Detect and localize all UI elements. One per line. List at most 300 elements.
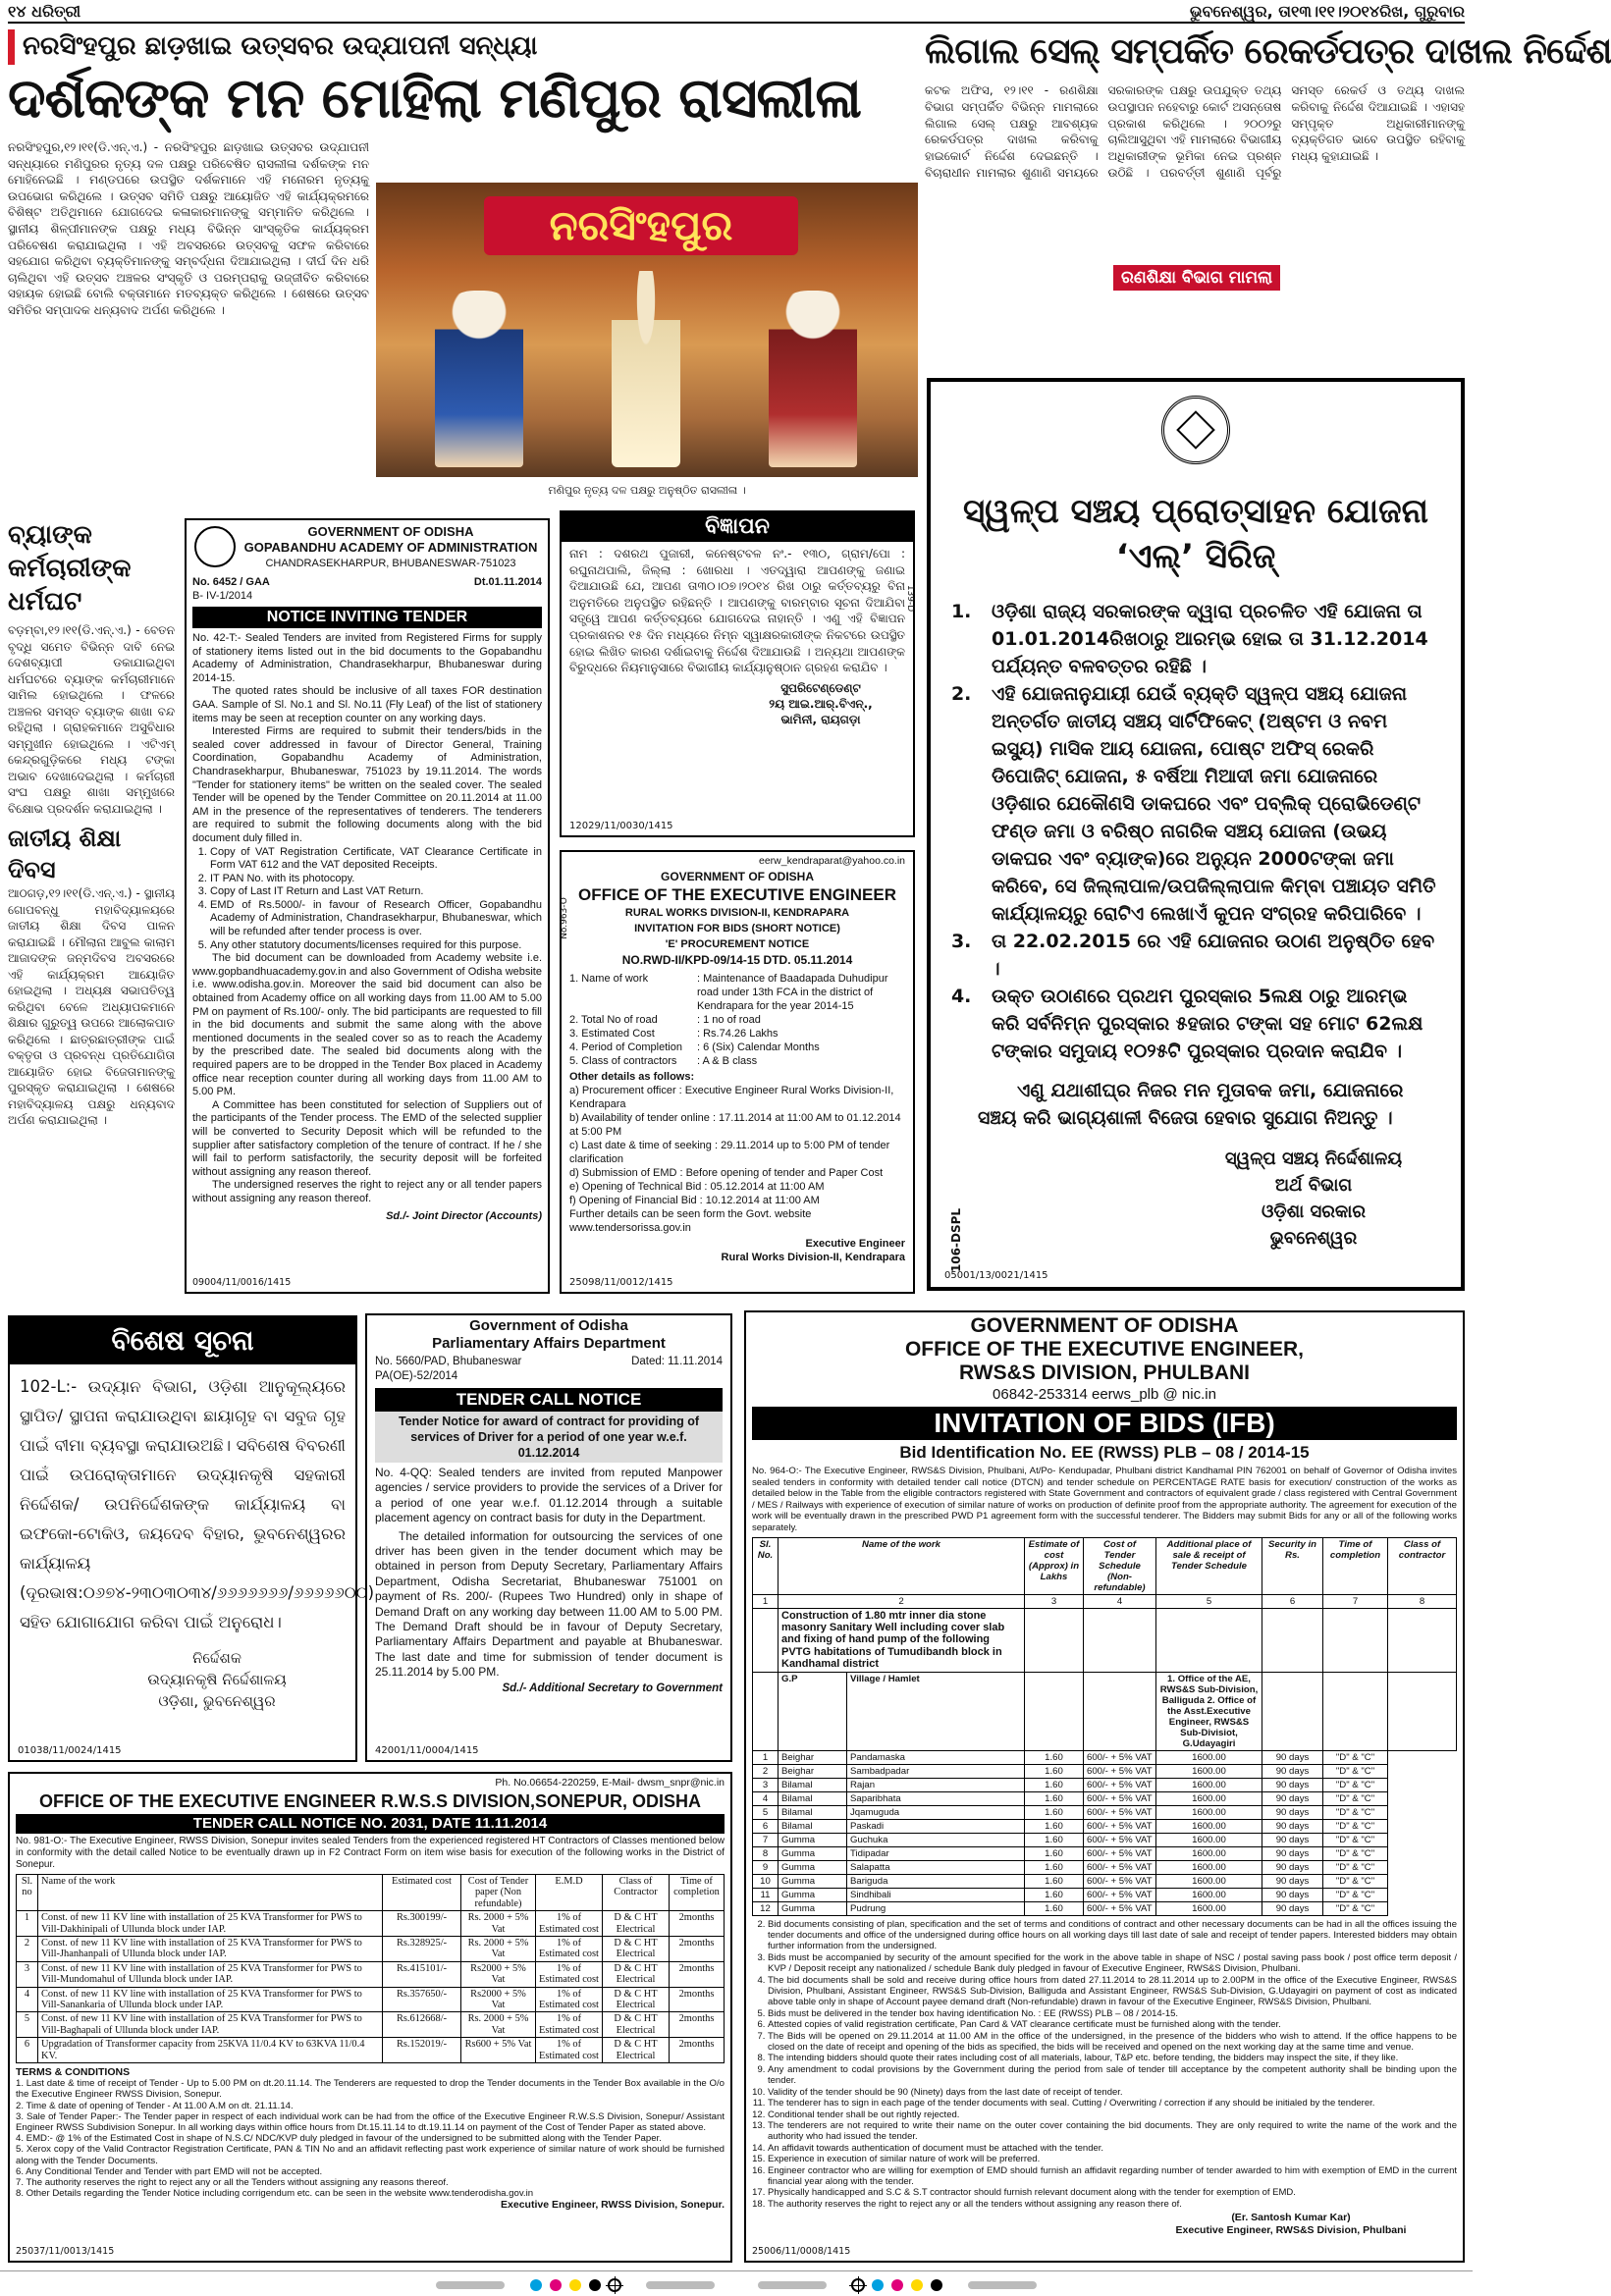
notice-body: ନାମ : ଦଶରଥ ପୁଜାରୀ, କନେଷ୍ଟବଳ ନଂ.- ୧୩୦, ଗ୍ରାମ/ପୋ : ରଘୁନାଥପାଲି, ଜିଲ୍ଲା : ଖୋରଧା । ଏତଦ୍ୱାରା ଆପଣଙ୍କୁ ଜଣାଇ ଦିଆଯାଉଛି ଯେ, ଆପଣ ତା୩୦।୦୭।୨୦୧୪ ରିଖ ଠାରୁ କର୍ତ୍ତବ୍ୟରୁ ବିନା ଅନୁମତିରେ ଅନୁପସ୍ଥିତ ରହିଛନ୍ତି । ଆପଣଙ୍କୁ ବାରମ୍ବାର ସୂଚନା ଦିଆଯିବା ସତ୍ତ୍ୱେ ଆପଣ କର୍ତ୍ତବ୍ୟରେ ଯୋଗଦେଇ ନାହାନ୍ତି । ଏଣୁ ଏହି ବିଜ୍ଞାପନ ପ୍ରକାଶନର ୧୫ ଦିନ ମଧ୍ୟରେ ନିମ୍ନ ସ୍ୱାକ୍ଷରକାରୀଙ୍କ ନିକଟରେ ଉପସ୍ଥିତ ହୋଇ ଲିଖିତ କାରଣ ଦର୍ଶାଇବାକୁ ନିର୍ଦ୍ଦେଶ ଦିଆଯାଉଛି । ଅନ୍ୟଥା ଆପଣଙ୍କ ବିରୁଦ୍ଧରେ ନିୟମାନୁସାରେ ବିଭାଗୀୟ କାର୍ଯ୍ୟାନୁଷ୍ଠାନ ଗ୍ରହଣ କରାଯିବ । bbox=[569, 547, 905, 675]
table-cell: Rs. 2000 + 5% Vat bbox=[461, 1911, 536, 1937]
notice-title: NOTICE INVITING TENDER bbox=[192, 607, 542, 628]
para: No. 4-QQ: Sealed tenders are invited from reputed Manpower agencies / service providers to provide the services of a Driver for a period of one year w.e.f. 01.12.2014 through a suitable placement agency on contract basis for duty in the Department. bbox=[375, 1466, 723, 1525]
ad-code: 01038/11/0024/1415 bbox=[18, 1745, 122, 1756]
ref-date: Dt.01.11.2014 bbox=[473, 576, 542, 588]
list-item: 3. Bids must be accompanied by security of the amount specified for the work in the above table in shape of NSC / postal saving pass book / post office term deposit / KVP / Deposit receipt any nationalized / schedule Bank duly pledged in favour of Executive Engineer, RWS&S Division, Phulbani. bbox=[768, 1952, 1457, 1975]
table-cell: 90 days bbox=[1262, 1778, 1323, 1791]
term-item: 7. The authority reserves the right to reject any or all the Tenders without assigning any reasons thereof. bbox=[16, 2176, 449, 2188]
table-row bbox=[17, 2012, 725, 2038]
bank-strike-story bbox=[8, 518, 175, 1304]
table-cell: 1.60 bbox=[1025, 1888, 1084, 1901]
term-item: 8. Other Details regarding the Tender Notice including corrigendum etc. can be seen in the website www.tenderodisha.gov.in bbox=[16, 2188, 534, 2200]
list-item: 3. Copy of Last IT Return and Last VAT Return. bbox=[210, 885, 542, 899]
notice-title: ବିଶେଷ ସୂଚନା bbox=[10, 1317, 355, 1364]
file-number: B- IV-1/2014 bbox=[192, 590, 253, 602]
terms-list bbox=[16, 2078, 725, 2199]
table-cell: 2 bbox=[753, 1764, 779, 1778]
table-cell: 1600.00 bbox=[1156, 1819, 1262, 1833]
table-cell: 90 days bbox=[1262, 1764, 1323, 1778]
table-cell: 1% of Estimated cost bbox=[536, 1987, 603, 2012]
ad-code: 09004/11/0016/1415 bbox=[192, 1277, 292, 1288]
file-number: PA(OE)-52/2014 bbox=[375, 1370, 458, 1382]
table-cell: 2months bbox=[670, 1937, 725, 1962]
table-row bbox=[753, 1750, 1457, 1764]
ad-side-code: No.963-O bbox=[559, 897, 569, 939]
table-cell: 1600.00 bbox=[1156, 1901, 1262, 1915]
table-cell: Bilamal bbox=[779, 1805, 847, 1819]
registration-bar bbox=[646, 2281, 715, 2289]
table-cell: Bilamal bbox=[779, 1819, 847, 1833]
ad-code: 25098/11/0012/1415 bbox=[569, 1277, 673, 1288]
tender-header: GOVERNMENT OF ODISHA GOPABANDHU ACADEMY OF ADMINISTRATION CHANDRASEKHARPUR, BHUBANESWAR-751023 bbox=[243, 524, 538, 569]
table-cell: Bilamal bbox=[779, 1778, 847, 1791]
table-cell: 90 days bbox=[1262, 1819, 1323, 1833]
list-item: 6. Attested copies of valid registration certificate, Pan Card & VAT clearance certificate must be furnished along with the tender. bbox=[768, 2019, 1457, 2030]
table-cell: Gumma bbox=[779, 1901, 847, 1915]
table-cell: 1% of Estimated cost bbox=[536, 1911, 603, 1937]
list-item: 1. Copy of VAT Registration Certificate, VAT Clearance Certificate in Form VAT 612 and the VAT deposited Receipts. bbox=[210, 846, 542, 873]
table-cell: 600/- + 5% VAT bbox=[1084, 1750, 1156, 1764]
cyan-dot bbox=[530, 2279, 542, 2291]
table-cell: 600/- + 5% VAT bbox=[1084, 1846, 1156, 1860]
signature: ନିର୍ଦ୍ଦେଶକ ଉଦ୍ୟାନକୃଷି ନିର୍ଦ୍ଦେଶାଳୟ ଓଡ଼ିଶା, ଭୁବନେଶ୍ୱର bbox=[147, 1649, 287, 1710]
table-cell: "D" & "C" bbox=[1323, 1860, 1388, 1874]
para: The bid document can be downloaded from Academy website i.e. www.gopbandhuacademy.gov.in and also Government of Odisha website i.e. www.odisha.gov.in. Moreover the said bid document can also be obtained from Academy office on all working days from 11.00 AM to 5.00 PM on payment of Rs.100/- only. The bid participants are requested to fill in the bid documents and submit the same along with the above mentioned documents in the sealed cover so as to reach the Academy by the prescribed date. The sealed bid documents along with the required papers are to be dropped in the Tender Box placed in Academy office near reception counter during all working days from 11.00 AM to 5.00 PM. bbox=[192, 952, 542, 1098]
table-cell: Beighar bbox=[779, 1764, 847, 1778]
para: A Committee has been constituted for selection of Suppliers out of the participants of the Tender process. The EMD of the selected supplier will be converted to Security Deposit which will be refunded to the supplier after satisfactory completion of the tenure of contract. If he / she will fail to perform satisfactorily, the security deposit will be forfeited without assigning any reason thereof. bbox=[192, 1098, 542, 1178]
rasalila-story bbox=[8, 29, 913, 513]
notice-title: TENDER CALL NOTICE bbox=[375, 1388, 723, 1412]
table-cell: Gumma bbox=[779, 1860, 847, 1874]
works-table-body bbox=[753, 1750, 1457, 1915]
table-cell: "D" & "C" bbox=[1323, 1778, 1388, 1791]
list-item: 15. Experience in execution of similar nature of work will be preferred. bbox=[768, 2154, 1457, 2164]
table-cell: 8 bbox=[753, 1846, 779, 1860]
table-cell: 90 days bbox=[1262, 1888, 1323, 1901]
notice-header: GOVERNMENT OF ODISHA OFFICE OF THE EXECUTIVE ENGINEER, RWS&S DIVISION, PHULBANI 06842-253314 eerws_plb @ nic.in bbox=[904, 1314, 1305, 1403]
table-cell: 1600.00 bbox=[1156, 1764, 1262, 1778]
table-row bbox=[753, 1805, 1457, 1819]
table-cell: Rs.152019/- bbox=[383, 2038, 461, 2063]
table-cell: 1600.00 bbox=[1156, 1805, 1262, 1819]
list-item: 4. EMD of Rs.5000/- in favour of Research Officer, Gopabandhu Academy of Administration, Chandrasekharpur, Bhubaneswar, which will be refunded after tender process is over. bbox=[210, 899, 542, 939]
work-description-row: Construction of 1.80 mtr inner dia stone masonry Sanitary Well including cover slab and fixing of hand pump of the following PVTG habitations of Tumudibandh block in Kandhamal district bbox=[753, 1608, 1457, 1672]
table-cell: Rs2000 + 5% Vat bbox=[461, 1987, 536, 2012]
table-cell: 4 bbox=[753, 1791, 779, 1805]
table-cell: "D" & "C" bbox=[1323, 1833, 1388, 1846]
odisha-emblem bbox=[1161, 396, 1230, 464]
table-cell: Upgradation of Transformer capacity from 25KVA 11/0.4 KV to 63KVA 11/0.4 KV. bbox=[38, 2038, 383, 2063]
ad-point: 1. ଓଡ଼ିଶା ରାଜ୍ୟ ସରକାରଙ୍କ ଦ୍ୱାରା ପ୍ରଚଳିତ ଏହି ଯୋଜନା ତା 01.01.2014ରିଖଠାରୁ ଆରମ୍ଭ ହୋଇ ତା 31.12.2014 ପର୍ଯ୍ୟନ୍ତ ବଳବତ୍ତର ରହିଛି । bbox=[978, 598, 1441, 680]
notice-header: GOVERNMENT OF ODISHA OFFICE OF THE EXECUTIVE ENGINEER RURAL WORKS DIVISION-II, KENDRAPARA INVITATION FOR BIDS (SHORT NOTICE) 'E' PROCUREMENT NOTICE NO.RWD-II/KPD-09/14-15 DTD. 05.11.2014 bbox=[578, 870, 896, 967]
table-cell: 1600.00 bbox=[1156, 1778, 1262, 1791]
page-number: ୧୪ ଧରିତ୍ରୀ bbox=[8, 2, 81, 21]
table-cell: 600/- + 5% VAT bbox=[1084, 1764, 1156, 1778]
table-cell: 1% of Estimated cost bbox=[536, 1937, 603, 1962]
table-row bbox=[753, 1874, 1457, 1888]
rwd-kendrapara-notice bbox=[560, 850, 915, 1294]
table-cell: 6 bbox=[753, 1819, 779, 1833]
column-numbers: 1 2 3 4 5 6 7 8 bbox=[753, 1594, 1457, 1608]
ref-date: Dated: 11.11.2014 bbox=[631, 1356, 723, 1367]
table-cell: 90 days bbox=[1262, 1860, 1323, 1874]
table-cell: Pudrung bbox=[847, 1901, 1025, 1915]
works-table bbox=[752, 1537, 1457, 1916]
table-cell: 1% of Estimated cost bbox=[536, 1961, 603, 1987]
magenta-dot bbox=[891, 2279, 903, 2291]
table-cell: D & C HT Electrical bbox=[603, 1911, 670, 1937]
table-cell: D & C HT Electrical bbox=[603, 1987, 670, 2012]
story-body: ବଡ଼ମ୍ବା,୧୨।୧୧(ଡି.ଏନ୍.ଏ.) - ବେତନ ବୃଦ୍ଧି ସମେତ ବିଭିନ୍ନ ଦାବି ନେଇ ଦେଶବ୍ୟାପୀ ଡକାଯାଇଥିବା ଧର୍ମଘଟରେ ବ୍ୟାଙ୍କ କର୍ମଚାରୀମାନେ ସାମିଲ ହୋଇଥିଲେ । ଫଳରେ ଅଞ୍ଚଳର ସମସ୍ତ ବ୍ୟାଙ୍କ ଶାଖା ବନ୍ଦ ରହିଥିଲା । ଗ୍ରାହକମାନେ ଅସୁବିଧାର ସମ୍ମୁଖୀନ ହୋଇଥିଲେ । ଏଟିଏମ୍ କେନ୍ଦ୍ରଗୁଡ଼ିକରେ ମଧ୍ୟ ଟଙ୍କା ଅଭାବ ଦେଖାଦେଇଥିଲା । କର୍ମଚାରୀ ସଂଘ ପକ୍ଷରୁ ଶାଖା ସମ୍ମୁଖରେ ବିକ୍ଷୋଭ ପ୍ରଦର୍ଶନ କରାଯାଇଥିଲା । bbox=[8, 623, 175, 816]
table-cell: "D" & "C" bbox=[1323, 1819, 1388, 1833]
table-cell: Salapatta bbox=[847, 1860, 1025, 1874]
headline: ବ୍ୟାଙ୍କ କର୍ମଚାରୀଙ୍କ ଧର୍ମଘଟ bbox=[8, 520, 132, 616]
headline: ଲିଗାଲ ସେଲ୍ ସମ୍ପର୍କିତ ରେକର୍ଡପତ୍ର ଦାଖଲ ନିର୍ଦ୍ଦେଶ bbox=[925, 31, 1611, 72]
bigyapana-notice bbox=[560, 510, 915, 837]
table-cell: D & C HT Electrical bbox=[603, 2012, 670, 2038]
table-cell: 600/- + 5% VAT bbox=[1084, 1901, 1156, 1915]
table-cell: 600/- + 5% VAT bbox=[1084, 1778, 1156, 1791]
table-cell: "D" & "C" bbox=[1323, 1805, 1388, 1819]
table-cell: 6 bbox=[17, 2038, 38, 2063]
signature: Executive Engineer Rural Works Division-II, Kendrapara bbox=[721, 1238, 905, 1263]
ad-point: 3. ତା 22.02.2015 ରେ ଏହି ଯୋଜନାର ଉଠାଣ ଅନୁଷ୍ଠିତ ହେବ । bbox=[978, 928, 1441, 983]
table-cell: 3 bbox=[753, 1778, 779, 1791]
dancer-figure bbox=[769, 291, 857, 467]
table-cell: Gumma bbox=[779, 1846, 847, 1860]
table-cell: 1600.00 bbox=[1156, 1833, 1262, 1846]
registration-mark bbox=[608, 2278, 621, 2292]
ref-number: No. 5660/PAD, Bhubaneswar bbox=[375, 1356, 522, 1367]
contact: Ph. No.06654-220259, E-Mail- dwsm_snpr@nic.in bbox=[495, 1777, 725, 1789]
table-cell: Saparibhata bbox=[847, 1791, 1025, 1805]
table-cell: Const. of new 11 KV line with installation of 25 KVA Transformer for PWS to Vill-Baghapali of Ullunda block under IAP. bbox=[38, 2012, 383, 2038]
document-list bbox=[192, 846, 542, 953]
list-item: 18. The authority reserves the right to reject any or all the tenders without assigning any reason there of. bbox=[768, 2199, 1457, 2210]
list-item: 13. The tenderers are not required to write their name on the outer cover containing the bid documents. They are only required to write the name of the work and the authority who had issued the tender. bbox=[768, 2120, 1457, 2143]
table-cell: 1.60 bbox=[1025, 1901, 1084, 1915]
table-cell: "D" & "C" bbox=[1323, 1888, 1388, 1901]
table-cell: 2months bbox=[670, 1911, 725, 1937]
term-item: 1. Last date & time of receipt of Tender - Up to 5.00 PM on dt.20.11.14. The Tenderers are requested to drop the Tender documents in the Tender Box available in the O/o the Executive Engineer RWSS Division, Sonepur. bbox=[16, 2078, 725, 2101]
table-row bbox=[753, 1833, 1457, 1846]
table-cell: 5 bbox=[753, 1805, 779, 1819]
table-cell: Sindhibali bbox=[847, 1888, 1025, 1901]
table-header: Sl. No. Name of the work Estimate of cost (Approx) in Lakhs Cost of Tender Schedule (Non-refundable) Additional place of sale & receipt of Tender Schedule Security in Rs. Time of completion Class of contractor bbox=[753, 1537, 1457, 1594]
table-row bbox=[17, 1961, 725, 1987]
table-cell: 90 days bbox=[1262, 1750, 1323, 1764]
ad-code: 12029/11/0030/1415 bbox=[569, 821, 673, 831]
ad-code: 25037/11/0013/1415 bbox=[16, 2246, 115, 2257]
table-cell: Rajan bbox=[847, 1778, 1025, 1791]
table-cell: Paskadi bbox=[847, 1819, 1025, 1833]
table-row bbox=[17, 1911, 725, 1937]
para: No. 42-T:- Sealed Tenders are invited from Registered Firms for supply of stationery items listed out in the bid documents to the Gopabandhu Academy of Administration, Chandrasekharpur, Bhubaneswar during 2014-15. bbox=[192, 632, 542, 684]
registration-mark bbox=[851, 2278, 865, 2292]
table-cell: 600/- + 5% VAT bbox=[1084, 1888, 1156, 1901]
notice-title: OFFICE OF THE EXECUTIVE ENGINEER R.W.S.S DIVISION,SONEPUR, ODISHA bbox=[38, 1791, 702, 1811]
table-row bbox=[753, 1778, 1457, 1791]
table-cell: Gumma bbox=[779, 1833, 847, 1846]
table-cell: 1600.00 bbox=[1156, 1888, 1262, 1901]
table-cell: 600/- + 5% VAT bbox=[1084, 1833, 1156, 1846]
photo-banner: ନରସିଂହପୁର bbox=[484, 196, 798, 255]
intro: No. 964-O:- The Executive Engineer, RWS&S Division, Phulbani, At/Po- Kendupadar, Phulbani district Kandhamal PIN 762001 on behalf of Governor of Odisha invites sealed tenders in conformity with detailed tender call notice (DTCN) and tender schedule on PERCENTAGE RATE basis for execution/ construction of the works as detailed below in the Table from the eligible contractors registered with State Government and contractors of equivalent grade / class registered with Central Government / MES / Railways with experience of execution of similar nature of works on production of definite proof from the appropriate authority. The agreement for execution of the work will be eventually drawn in the prescribed PWD P1 agreement form with the successful tenderer. The Bidders may submit Bids for any or all of the following works separately. bbox=[752, 1466, 1457, 1533]
list-item: 12. Conditional tender shall be out rightly rejected. bbox=[768, 2109, 1457, 2120]
table-row bbox=[753, 1764, 1457, 1778]
table-row bbox=[753, 1819, 1457, 1833]
table-header: Sl. no Name of the work Estimated cost Cost of Tender paper (Non refundable) E.M.D Class of Contractor Time of completion bbox=[17, 1875, 725, 1911]
table-cell: Gumma bbox=[779, 1874, 847, 1888]
table-cell: 1% of Estimated cost bbox=[536, 2012, 603, 2038]
table-cell: Const. of new 11 KV line with installation of 25 KVA Transformer for PWS to Vill-Mundomahul of Ullunda block under IAP. bbox=[38, 1961, 383, 1987]
table-cell: 11 bbox=[753, 1888, 779, 1901]
table-row bbox=[753, 1860, 1457, 1874]
para: Interested Firms are required to submit their tenders/bids in the sealed cover addressed in favour of Director General, Training Coordination, Gopabandhu Academy of Administration, Chandrasekharpur, Bhubaneswar, 751023 by 19.11.2014. The words "Tender for stationery items" be written on the sealed cover. The sealed Tender will be opened by the Tender Committee on 20.11.2014 at 11.00 AM in the presence of the representatives of tenderers. The tenderers are required to submit the following documents along with the bid document duly filled in. bbox=[192, 725, 542, 844]
table-cell: 1.60 bbox=[1025, 1874, 1084, 1888]
table-cell: 1.60 bbox=[1025, 1819, 1084, 1833]
table-cell: 1.60 bbox=[1025, 1750, 1084, 1764]
registration-bar bbox=[758, 2281, 827, 2289]
table-cell: 3 bbox=[17, 1961, 38, 1987]
page-header bbox=[8, 0, 1465, 24]
story-body: ଆଠଗଡ଼,୧୨।୧୧(ଡି.ଏନ୍.ଏ.) - ସ୍ଥାନୀୟ ଗୋପବନ୍ଧୁ ମହାବିଦ୍ୟାଳୟରେ ଜାତୀୟ ଶିକ୍ଷା ଦିବସ ପାଳନ କରାଯାଇଛି । ମୌଲାନା ଆବୁଲ କାଲାମ ଆଜାଦଙ୍କ ଜନ୍ମଦିବସ ଅବସରରେ ଏହି କାର୍ଯ୍ୟକ୍ରମ ଆୟୋଜିତ ହୋଇଥିଲା । ଅଧ୍ୟକ୍ଷ ସଭାପତିତ୍ୱ କରିଥିବା ବେଳେ ଅଧ୍ୟାପକମାନେ ଶିକ୍ଷାର ଗୁରୁତ୍ୱ ଉପରେ ଆଲୋକପାତ କରିଥିଲେ । ଛାତ୍ରଛାତ୍ରୀଙ୍କ ପାଇଁ ବକ୍ତୃତା ଓ ପ୍ରବନ୍ଧ ପ୍ରତିଯୋଗିତା ଆୟୋଜିତ ହୋଇ ବିଜେତାମାନଙ୍କୁ ପୁରସ୍କୃତ କରାଯାଇଥିଲା । ଶେଷରେ ମହାବିଦ୍ୟାଳୟ ପକ୍ଷରୁ ଧନ୍ୟବାଦ ଅର୍ପଣ କରାଯାଇଥିଲା । bbox=[8, 886, 175, 1127]
table-cell: Tidipadar bbox=[847, 1846, 1025, 1860]
notice-number: TENDER CALL NOTICE NO. 2031, DATE 11.11.2014 bbox=[16, 1814, 725, 1834]
parliamentary-tender bbox=[365, 1313, 732, 1762]
table-cell: 90 days bbox=[1262, 1874, 1323, 1888]
ad-code: 42001/11/0004/1415 bbox=[375, 1745, 479, 1756]
table-cell: Rs.300199/- bbox=[383, 1911, 461, 1937]
table-cell: D & C HT Electrical bbox=[603, 1937, 670, 1962]
story-body: ନରସିଂହପୁର,୧୨।୧୧(ଡି.ଏନ୍.ଏ.) - ନରସିଂହପୁର ଛାଡ଼ଖାଇ ଉତ୍ସବର ଉଦ୍‌ଯାପନୀ ସନ୍ଧ୍ୟାରେ ମଣିପୁରର ନୃତ୍ୟ ଦଳ ପକ୍ଷରୁ ପରିବେଷିତ ରାସଲୀଳା ଦର୍ଶକଙ୍କ ମନ ମୋହିନେଇଛି । ମଣ୍ଡପରେ ଉପସ୍ଥିତ ଦର୍ଶକମାନେ ଏହି ମନୋରମ ନୃତ୍ୟକୁ ଉପଭୋଗ କରିଥିଲେ । ଉତ୍ସବ ସମିତି ପକ୍ଷରୁ ଆୟୋଜିତ ଏହି କାର୍ଯ୍ୟକ୍ରମରେ ବିଶିଷ୍ଟ ଅତିଥିମାନେ ଯୋଗଦେଇ କଳାକାରମାନଙ୍କୁ ସମ୍ମାନିତ କରିଥିଲେ । ସ୍ଥାନୀୟ ଶିଳ୍ପୀମାନଙ୍କ ପକ୍ଷରୁ ମଧ୍ୟ ବିଭିନ୍ନ ସାଂସ୍କୃତିକ କାର୍ଯ୍ୟକ୍ରମ ପରିବେଷଣ କରାଯାଇଥିଲା । ଏହି ଅବସରରେ ଉତ୍ସବକୁ ସଫଳ କରିବାରେ ସହଯୋଗ କରିଥିବା ବ୍ୟକ୍ତିମାନଙ୍କୁ ସମ୍ବର୍ଦ୍ଧନା ଦିଆଯାଇଥିଲା । ଦୀର୍ଘ ଦିନ ଧରି ଚାଲିଥିବା ଏହି ଉତ୍ସବ ଅଞ୍ଚଳର ସଂସ୍କୃତି ଓ ପରମ୍ପରାକୁ ଉଜ୍ଜୀବିତ କରିବାରେ ସହାୟକ ହୋଇଛି ବୋଲି ବକ୍ତାମାନେ ମତବ୍ୟକ୍ତ କରିଥିଲେ । ଶେଷରେ ଉତ୍ସବ ସମିତିର ସମ୍ପାଦକ ଧନ୍ୟବାଦ ଅର୍ପଣ କରିଥିଲେ । bbox=[8, 140, 369, 317]
table-cell: "D" & "C" bbox=[1323, 1764, 1388, 1778]
table-cell: 1.60 bbox=[1025, 1860, 1084, 1874]
table-cell: Pandamaska bbox=[847, 1750, 1025, 1764]
kicker: ନରସିଂହପୁର ଛାଡ଼ଖାଇ ଉତ୍ସବର ଉଦ୍‌ଯାପନୀ ସନ୍ଧ୍ୟା bbox=[8, 29, 913, 65]
conditions-list bbox=[752, 1919, 1457, 2211]
list-item: 11. The tenderer has to sign in each page of the tender documents with seal. Cutting / Overwriting / correction if any should be initialed by the tenderer. bbox=[768, 2098, 1457, 2109]
table-cell: D & C HT Electrical bbox=[603, 1961, 670, 1987]
table-cell: 4 bbox=[17, 1987, 38, 2012]
list-item: 5. Any other statutory documents/licenses required for this purpose. bbox=[210, 939, 542, 953]
table-cell: Jqamuguda bbox=[847, 1805, 1025, 1819]
table-cell: 1 bbox=[17, 1911, 38, 1937]
table-cell: 90 days bbox=[1262, 1901, 1323, 1915]
table-cell: 12 bbox=[753, 1901, 779, 1915]
table-cell: 1600.00 bbox=[1156, 1860, 1262, 1874]
ad-point: 2. ଏହି ଯୋଜନାନୁଯାୟୀ ଯେଉଁ ବ୍ୟକ୍ତି ସ୍ୱଳ୍ପ ସଞ୍ଚୟ ଯୋଜନା ଅନ୍ତର୍ଗତ ଜାତୀୟ ସଞ୍ଚୟ ସାର୍ଟିଫିକେଟ୍ (ଅଷ୍ଟମ ଓ ନବମ ଇସ୍ୟୁ) ମାସିକ ଆୟ ଯୋଜନା, ପୋଷ୍ଟ ଅଫିସ୍ ରେକରି ଡିପୋଜିଟ୍ ଯୋଜନା, ୫ ବର୍ଷିଆ ମିଆଦୀ ଜମା ଯୋଜନାରେ ଓଡ଼ିଶାର ଯେକୌଣସି ଡାକଘରେ ଏବଂ ପବ୍ଲିକ୍ ପ୍ରୋଭିଡେଣ୍ଟ ଫଣ୍ଡ ଜମା ଓ ବରିଷ୍ଠ ନାଗରିକ ସଞ୍ଚୟ ଯୋଜନା (ଉଭୟ ଡାକଘର ଏବଂ ବ୍ୟାଙ୍କ)ରେ ଅନ୍ୟୁନ 2000ଟଙ୍କା ଜମା କରିବେ, ସେ ଜିଲ୍ଲାପାଳ/ଉପଜିଲ୍ଲାପାଳ କିମ୍ବା ପଞ୍ଚାୟତ ସମିତି କାର୍ଯ୍ୟାଳୟରୁ ରୋଟିଏ ଲେଖାଏଁ କୁପନ ସଂଗ୍ରହ କରିପାରିବେ । bbox=[978, 680, 1441, 928]
term-item: 4. EMD:- @ 1% of the Estimated Cost in shape of N.S.C/ NDC/KVP duly pledged in favour of the undersigned to be submitted along with the Tender Paper. bbox=[16, 2133, 662, 2145]
table-cell: 5 bbox=[17, 2012, 38, 2038]
magenta-dot bbox=[550, 2279, 562, 2291]
table-cell: 1 bbox=[753, 1750, 779, 1764]
table-cell: 2months bbox=[670, 2012, 725, 2038]
table-row bbox=[753, 1791, 1457, 1805]
table-row bbox=[17, 1987, 725, 2012]
table-cell: "D" & "C" bbox=[1323, 1874, 1388, 1888]
table-cell: 90 days bbox=[1262, 1833, 1323, 1846]
bid-id: Bid Identification No. EE (RWSS) PLB – 08 / 2014-15 bbox=[899, 1443, 1310, 1462]
table-cell: Rs.612668/- bbox=[383, 2012, 461, 2038]
term-item: 3. Sale of Tender Paper:- The Tender paper in respect of each individual work can be had from the office of the Executive Engineer R.W.S.S Division, Sonepur/ Assistant Engineer RWSS Subdivision Sonepur. In all working days within office hours from Dt.15.11.14 to dt.19.11.14 on payment of the Cost of Tender Paper as stated above. bbox=[16, 2110, 725, 2133]
table-cell: 1.60 bbox=[1025, 1805, 1084, 1819]
list-item: 16. Engineer contractor who are willing for exemption of EMD should furnish an affidavit regarding number of tender awarded to him with exemption of EMD in the current financial year along with the tender. bbox=[768, 2165, 1457, 2188]
table-cell: "D" & "C" bbox=[1323, 1791, 1388, 1805]
table-cell: Const. of new 11 KV line with installation of 25 KVA Transformer for PWS to Vill-Dakhinipali of Ullunda block under IAP. bbox=[38, 1911, 383, 1937]
table-cell: 90 days bbox=[1262, 1846, 1323, 1860]
table-cell: "D" & "C" bbox=[1323, 1846, 1388, 1860]
ref-number: No. 6452 / GAA bbox=[192, 576, 270, 588]
list-item: 2. Bid documents consisting of plan, specification and the set of terms and conditions of contract and other necessary documents can be had in all the offices issuing the tender documents and office of the undersigned during office hours on all working days till last date of sale and receipt of tender papers. Interested bidders may obtain further information from the undersigned. bbox=[768, 1919, 1457, 1952]
table-cell: 1600.00 bbox=[1156, 1846, 1262, 1860]
ad-code: 05001/13/0021/1415 bbox=[944, 1270, 1048, 1281]
signature: Sd./- Joint Director (Accounts) bbox=[386, 1209, 542, 1222]
ad-side-code: 106-DSPL bbox=[949, 1207, 964, 1273]
table-cell: 1.60 bbox=[1025, 1791, 1084, 1805]
work-details: 1. Name of work : Maintenance of Baadapada Duhudipur road under 13th FCA in the district of Kendrapara for the year 2014-15 2. Total No of road : 1 no of road 3. Estimated Cost : Rs.74.26 Lakhs 4. Period of Completion : 6 (Six) Calendar Months 5. Class of contractors : A & B class Other details as follows: a) Procurement officer : Executive Engineer Rural Works Division-II, Kendrapara b) Availability of tender online : 17.11.2014 at 11:00 AM to 01.12.2014 at 5:00 PM c) Last date & time of seeking : 29.11.2014 up to 5:00 PM of tender clarification d) Submission of EMD : Before opening of tender and Paper Cost e) Opening of Technical Bid : 05.12.2014 at 11:00 AM f) Opening of Financial Bid : 10.12.2014 at 11:00 AM Further details can be seen form the Govt. website www.tendersorissa.gov.in bbox=[569, 973, 901, 1234]
registration-bar bbox=[968, 2281, 1037, 2289]
table-cell: 1.60 bbox=[1025, 1778, 1084, 1791]
bishesha-suchana bbox=[8, 1315, 375, 1762]
table-cell: Guchuka bbox=[847, 1833, 1025, 1846]
table-cell: Gumma bbox=[779, 1888, 847, 1901]
table-cell: 1% of Estimated cost bbox=[536, 2038, 603, 2063]
table-cell: 1.60 bbox=[1025, 1833, 1084, 1846]
dancer-figure bbox=[612, 271, 680, 467]
yellow-dot bbox=[911, 2279, 923, 2291]
phulbani-ifb bbox=[744, 1310, 1465, 2263]
table-cell: D & C HT Electrical bbox=[603, 2038, 670, 2063]
sonepur-tender bbox=[8, 1772, 732, 2263]
ad-points bbox=[978, 598, 1441, 1065]
table-cell: 2months bbox=[670, 1961, 725, 1987]
table-cell: 1600.00 bbox=[1156, 1750, 1262, 1764]
ad-point: 4. ଉକ୍ତ ଉଠାଣରେ ପ୍ରଥମ ପୁରସ୍କାର 5ଲକ୍ଷ ଠାରୁ ଆରମ୍ଭ କରି ସର୍ବନିମ୍ନ ପୁରସ୍କାର ୫ହଜାର ଟଙ୍କା ସହ ମୋଟ 62ଲକ୍ଷ ଟଙ୍କାର ସମୁଦାୟ ୧୦୨୫ଟି ପୁରସ୍କାର ପ୍ରଦାନ କରାଯିବ । bbox=[978, 983, 1441, 1065]
list-item: 5. Bids must be delivered in the tender box having identification No. : EE (RWSS) PLB – 08 / 2014-15. bbox=[768, 2008, 1457, 2019]
ifb-banner: INVITATION OF BIDS (IFB) bbox=[752, 1407, 1457, 1440]
dancer-figure bbox=[435, 291, 523, 467]
table-cell: Bilamal bbox=[779, 1791, 847, 1805]
signature: Executive Engineer, RWSS Division, Sonepur. bbox=[501, 2199, 725, 2212]
gp-village-row: G.P Village / Hamlet 1. Office of the AE, RWS&S Sub-Division, Balliguda 2. Office of the Asst.Executive Engineer, RWS&S Sub-Divisiot, G.Udayagiri bbox=[753, 1672, 1457, 1750]
email: eerw_kendraparat@yahoo.co.in bbox=[759, 855, 905, 867]
ad-title: ସ୍ୱଳ୍ପ ସଞ୍ଚୟ ପ୍ରୋତ୍ସାହନ ଯୋଜନା bbox=[962, 492, 1429, 531]
table-cell: Bariguda bbox=[847, 1874, 1025, 1888]
table-cell: 2months bbox=[670, 2038, 725, 2063]
terms-title: TERMS & CONDITIONS bbox=[16, 2066, 131, 2079]
table-cell: 1.60 bbox=[1025, 1846, 1084, 1860]
ad-code: 25006/11/0008/1415 bbox=[752, 2246, 851, 2257]
table-cell: Rs.415101/- bbox=[383, 1961, 461, 1987]
table-cell: 7 bbox=[753, 1833, 779, 1846]
headline: ଦର୍ଶକଙ୍କ ମନ ମୋହିଲା ମଣିପୁର ରାସଲୀଳା bbox=[8, 67, 861, 131]
table-cell: 90 days bbox=[1262, 1805, 1323, 1819]
table-cell: Const. of new 11 KV line with installation of 25 KVA Transformer for PWS to Vill-Sanankaria of Ullunda block under IAP. bbox=[38, 1987, 383, 2012]
list-item: 2. IT PAN No. with its photocopy. bbox=[210, 873, 542, 886]
table-cell: "D" & "C" bbox=[1323, 1901, 1388, 1915]
para: The undersigned reserves the right to reject any or all tender papers without assigning any reason thereof. bbox=[192, 1179, 542, 1204]
gopabandhu-tender bbox=[185, 518, 550, 1294]
dateline: ଭୁବନେଶ୍ୱର, ତା୧୩।୧୧।୨୦୧୪ରିଖ, ଗୁରୁବାର bbox=[1189, 2, 1465, 21]
para: The detailed information for outsourcing the services of one driver has been given in the tender document which may be obtained in person from Deputy Secretary, Parliamentary Affairs Department, Odisha Secretariat, Bhubaneswar 751001 on payment of Rs. 200/- (Rupees Two Hundred) only in shape of Demand Draft on any working day between 11.00 AM to 5.00 PM. The Demand Draft should be in favour of Deputy Secretary, Parliamentary Affairs Department and payable at Bhubaneswar. The last date and time for submission of tender document is 25.11.2014 by 5.00 PM. bbox=[375, 1528, 723, 1680]
story-body: କଟକ ଅଫିସ, ୧୨।୧୧ - ରଣଶିକ୍ଷା ବିଭାଗ ସମ୍ପର୍କିତ ବିଭିନ୍ନ ମାମଲାରେ ଲିଗାଲ ସେଲ୍ ପକ୍ଷରୁ ଆବଶ୍ୟକ ରେକର୍ଡପତ୍ର ଦାଖଲ କରିବାକୁ ହାଇକୋର୍ଟ ନିର୍ଦ୍ଦେଶ ଦେଇଛନ୍ତି । ବିଚାରାଧୀନ ମାମଲାର ଶୁଣାଣି ସମୟରେ ସରକାରଙ୍କ ପକ୍ଷରୁ ଉପଯୁକ୍ତ ତଥ୍ୟ ଉପସ୍ଥାପନ ନହେବାରୁ କୋର୍ଟ ଅସନ୍ତୋଷ ପ୍ରକାଶ କରିଥିଲେ । ୨୦୦୨ରୁ ଚାଲିଆସୁଥିବା ଏହି ମାମଲାରେ ବିଭାଗୀୟ ଅଧିକାରୀଙ୍କ ଭୂମିକା ନେଇ ପ୍ରଶ୍ନ ଉଠିଛି । ପରବର୍ତ୍ତୀ ଶୁଣାଣି ପୂର୍ବରୁ ସମସ୍ତ ରେକର୍ଡ ଓ ତଥ୍ୟ ଦାଖଲ କରିବାକୁ ନିର୍ଦ୍ଦେଶ ଦିଆଯାଇଛି । ଏହାସହ ସମ୍ପୃକ୍ତ ଅଧିକାରୀମାନଙ୍କୁ ବ୍ୟକ୍ତିଗତ ଭାବେ ଉପସ୍ଥିତ ରହିବାକୁ ମଧ୍ୟ କୁହାଯାଇଛି । bbox=[925, 83, 1465, 180]
table-cell: Rs600 + 5% Vat bbox=[461, 2038, 536, 2063]
table-cell: 600/- + 5% VAT bbox=[1084, 1805, 1156, 1819]
list-item: 9. Any amendment to codal provisions by the Government during the period from sale of tender till acceptance by the competent authority shall be binding upon the tender. bbox=[768, 2064, 1457, 2087]
signature: (Er. Santosh Kumar Kar) Executive Engineer, RWS&S Division, Phulbani bbox=[1175, 2212, 1407, 2237]
table-cell: 600/- + 5% VAT bbox=[1084, 1874, 1156, 1888]
black-dot bbox=[589, 2279, 601, 2291]
section-tag: ରଣଶିକ୍ଷା ବିଭାଗ ମାମଲା bbox=[1111, 263, 1282, 293]
legal-story bbox=[925, 29, 1611, 378]
table-cell: Rs.328925/- bbox=[383, 1937, 461, 1962]
photo-caption: ମଣିପୁର ନୃତ୍ୟ ଦଳ ପକ୍ଷରୁ ଅନୁଷ୍ଠିତ ରାସଲୀଳା । bbox=[548, 484, 746, 497]
academy-emblem bbox=[194, 526, 236, 567]
table-cell: Sambadpadar bbox=[847, 1764, 1025, 1778]
list-item: 8. The intending bidders should quote their rates including cost of all materials, labour, T&P etc. before tending, the bidders may inspect the site, if they like. bbox=[768, 2053, 1457, 2063]
notice-subtitle: Tender Notice for award of contract for providing of services of Driver for a period of one year w.e.f. 01.12.2014 bbox=[375, 1412, 723, 1463]
table-cell: 2months bbox=[670, 1987, 725, 2012]
ad-signature: ସ୍ୱଳ୍ପ ସଞ୍ଚୟ ନିର୍ଦ୍ଦେଶାଳୟ ଅର୍ଥ ବିଭାଗ ଓଡ଼ିଶା ସରକାର ଭୁବନେଶ୍ୱର bbox=[1224, 1148, 1403, 1249]
ad-subtitle: ‘ଏଲ୍’ ସିରିଜ୍ bbox=[1115, 537, 1276, 576]
list-item: 7. The Bids will be opened on 29.11.2014 at 11.00 AM in the office of the undersigned, in the presence of the bidders who wish to attend. If the office happens to be closed on the date of receipt and opening of the bids as specified, the bids will be received and opened on the next working day at the same time and venue. bbox=[768, 2031, 1457, 2054]
table-cell: Rs.357650/- bbox=[383, 1987, 461, 2012]
works-table bbox=[16, 1874, 725, 2063]
registration-bar bbox=[436, 2281, 505, 2289]
table-cell: 1.60 bbox=[1025, 1764, 1084, 1778]
cyan-dot bbox=[872, 2279, 884, 2291]
table-row bbox=[17, 2038, 725, 2063]
table-cell: Rs2000 + 5% Vat bbox=[461, 1961, 536, 1987]
story-photo bbox=[376, 183, 918, 477]
table-cell: 1600.00 bbox=[1156, 1874, 1262, 1888]
table-cell: 600/- + 5% VAT bbox=[1084, 1791, 1156, 1805]
table-cell: "D" & "C" bbox=[1323, 1750, 1388, 1764]
table-cell: 9 bbox=[753, 1860, 779, 1874]
table-cell: Rs. 2000 + 5% Vat bbox=[461, 2012, 536, 2038]
table-cell: 600/- + 5% VAT bbox=[1084, 1819, 1156, 1833]
print-registration-strip bbox=[0, 2270, 1473, 2294]
list-item: 4. The bid documents shall be sold and receive during office hours from dated 27.11.2014 to 28.11.2014 up to 2.00PM in the office of the Executive Engineer, RWS&S Division, Phulbani, Assistant Engineer, RWS&S Sub-Division, Balliguda and Assistant Engineer, RWS&S Sub-Division, G.Udayagiri on payment of cost as indicated above table only in shape of Account payee demand draft (Non-refundable) drawn in favour of the Executive Engineer, RWS&S Division, Phulbani. bbox=[768, 1975, 1457, 2008]
savings-scheme-ad bbox=[927, 378, 1465, 1291]
intro: No. 981-O:- The Executive Engineer, RWSS Division, Sonepur invites sealed Tenders from the experienced registered HT Contractors of Classes mentioned below in conformity with the detail called Notice to be eventually drawn up in F2 Contract Form on item wise basis for execution of the following works in the District of Sonepur. bbox=[16, 1836, 725, 1870]
table-row bbox=[17, 1937, 725, 1962]
table-cell: Const. of new 11 KV line with installation of 25 KVA Transformer for PWS to Vill-Jhanhanpali of Ullunda block under IAP. bbox=[38, 1937, 383, 1962]
table-row bbox=[753, 1846, 1457, 1860]
table-cell: Rs. 2000 + 5% Vat bbox=[461, 1937, 536, 1962]
black-dot bbox=[931, 2279, 942, 2291]
term-item: 2. Time & date of opening of Tender - At 11.00 A.M on dt. 21.11.14. bbox=[16, 2100, 294, 2111]
works-table-body bbox=[17, 1911, 725, 2063]
table-cell: 2 bbox=[17, 1937, 38, 1962]
table-row bbox=[753, 1888, 1457, 1901]
yellow-dot bbox=[569, 2279, 581, 2291]
ad-side-code: 139-D bbox=[904, 584, 915, 613]
list-item: 17. Physically handicapped and S.C & S.T contractor should furnish relevant document along with the tender for exemption of EMD. bbox=[768, 2187, 1457, 2198]
ad-closing: ଏଣୁ ଯଥାଶୀଘ୍ର ନିଜର ମନ ମୁତାବକ ଜମା, ଯୋଜନାରେ ସଞ୍ଚୟ କରି ଭାଗ୍ୟଶାଳୀ ବିଜେତା ହେବାର ସୁଯୋଗ ନିଅନ୍ତୁ । bbox=[978, 1080, 1404, 1129]
table-cell: 10 bbox=[753, 1874, 779, 1888]
notice-title: ବିଜ୍ଞାପନ bbox=[562, 512, 913, 542]
table-cell: Beighar bbox=[779, 1750, 847, 1764]
list-item: 14. An affidavit towards authentication of document must be attached with the tender. bbox=[768, 2143, 1457, 2154]
notice-body: 102-L:- ଉଦ୍ୟାନ ବିଭାଗ, ଓଡ଼ିଶା ଆନୁକୂଲ୍ୟରେ ସ୍ଥାପିତ/ ସ୍ଥାପନା କରାଯାଉଥିବା ଛାୟାଗୃହ ବା ସବୁଜ ଗୃହ ପାଇଁ ବୀମା ବ୍ୟବସ୍ଥା କରାଯାଉଅଛି। ସବିଶେଷ ବିବରଣୀ ପାଇଁ ଉପରୋକ୍ତାମାନେ ଉଦ୍ୟାନକୃଷି ସହକାରୀ ନିର୍ଦ୍ଦେଶକ/ ଉପନିର୍ଦ୍ଦେଶକଙ୍କ କାର୍ଯ୍ୟାଳୟ ବା ଇଫକୋ-ଟୋକିଓ, ଜୟଦେବ ବିହାର, ଭୁବନେଶ୍ୱରର କାର୍ଯ୍ୟାଳୟ (ଦୂରଭାଷ:୦୬୭୪-୨୩୦୩୦୩୪/୬୬୬୬୬୬୬/୬୬୬୬୬୦୦) ସହିତ ଯୋଗାଯୋଗ କରିବା ପାଇଁ ଅନୁରୋଧ। bbox=[20, 1377, 375, 1631]
term-item: 6. Any Conditional Tender and Tender with part EMD will not be accepted. bbox=[16, 2165, 323, 2177]
term-item: 5. Xerox copy of the Valid Contractor Registration Certificate, PAN & TIN No and an affidavit reflecting past work experience of similar nature of work should be furnished along with the Tender Documents. bbox=[16, 2144, 725, 2166]
table-cell: 600/- + 5% VAT bbox=[1084, 1860, 1156, 1874]
list-item: 10. Validity of the tender should be 90 (Ninety) days from the last date of receipt of tender. bbox=[768, 2087, 1457, 2098]
table-cell: 1600.00 bbox=[1156, 1791, 1262, 1805]
